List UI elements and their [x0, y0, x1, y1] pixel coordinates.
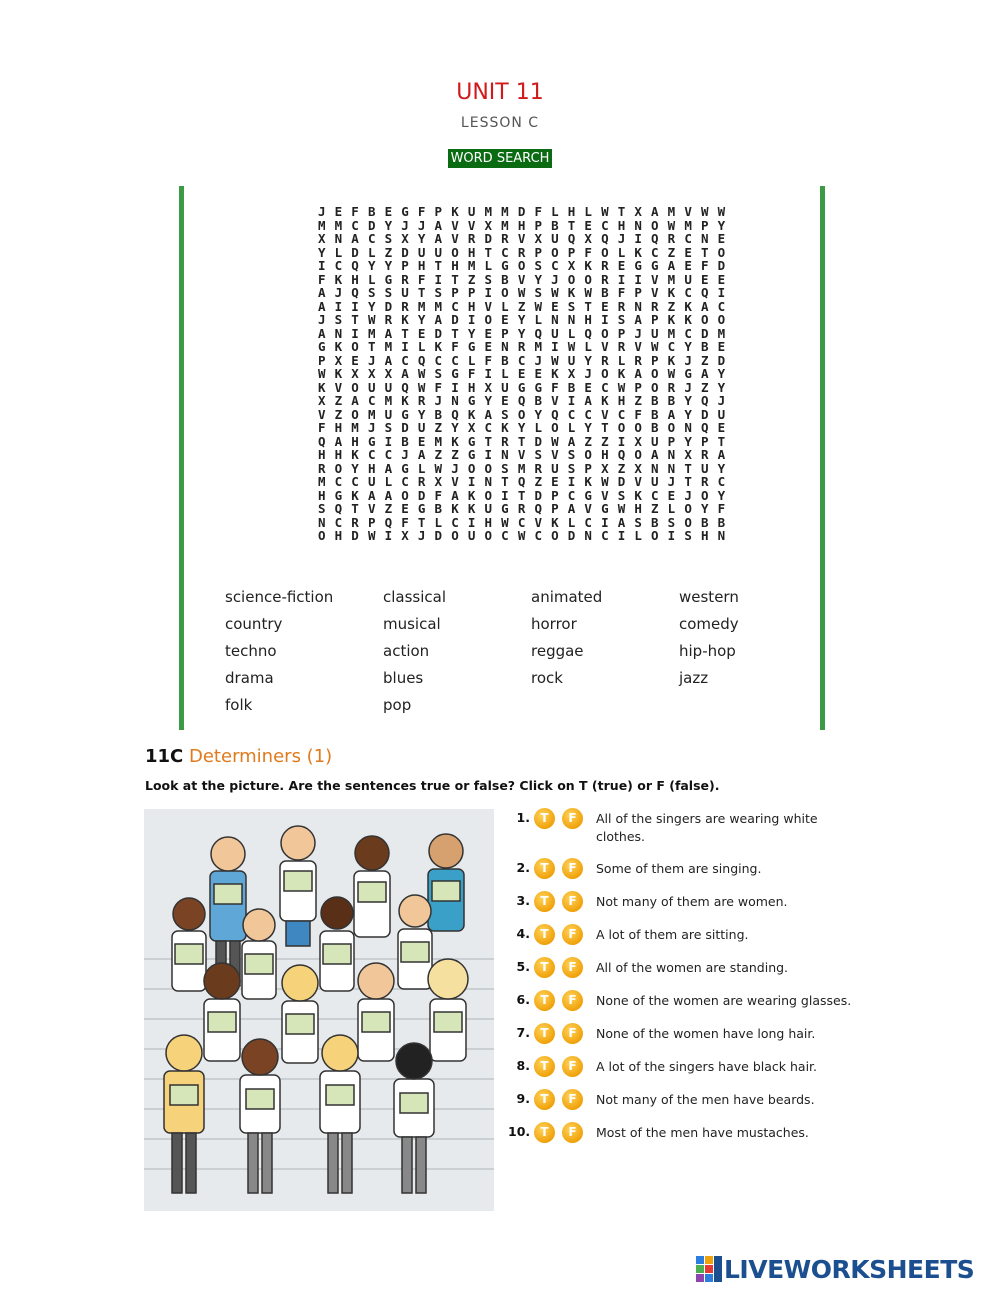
- grid-row[interactable]: X N A C S X Y A V R D R V X U Q X Q J I Q R C N E: [318, 231, 726, 246]
- word-list-item: comedy: [679, 615, 739, 633]
- word-list-item: reggae: [531, 642, 584, 660]
- word-search-label: WORD SEARCH: [448, 149, 553, 168]
- grid-row[interactable]: W K X X X A W S G F I L E E K X J O K A O W G A Y: [318, 366, 726, 381]
- singer-figure: [172, 898, 206, 991]
- question-text: Some of them are singing.: [596, 861, 762, 876]
- word-list-item: hip-hop: [679, 642, 736, 660]
- false-button[interactable]: F: [562, 1056, 583, 1077]
- true-button[interactable]: T: [534, 1023, 555, 1044]
- question-text: All of the singers are wearing white clothes.: [596, 811, 818, 844]
- word-list-item: horror: [531, 615, 577, 633]
- singer-figure: [428, 959, 468, 1061]
- word-list-item: musical: [383, 615, 441, 633]
- singer-figure: [282, 965, 318, 1063]
- question-text: Not many of the men have beards.: [596, 1092, 815, 1107]
- word-search-label-wrap: [0, 149, 1000, 168]
- grid-row[interactable]: F K H L G R F I T Z S B V Y J O O R I I V M U E E: [318, 271, 726, 287]
- grid-row[interactable]: V Z O M U G Y B Q K A S O Y Q C C V C F B A Y D U: [318, 406, 726, 422]
- question-number: 3.: [516, 893, 530, 908]
- true-button[interactable]: T: [534, 1089, 555, 1110]
- grid-row[interactable]: A J Q S S U T S P P I O W S W K W B F P V K C Q I: [318, 285, 726, 300]
- false-button[interactable]: F: [562, 957, 583, 978]
- footer-brand: [696, 1253, 974, 1285]
- grid-row[interactable]: G K O T M I L K F G E N R M I W L V R V W C Y B E: [318, 339, 726, 354]
- grid-row[interactable]: H G K A A O D F A K O I T D P C G V S K C E J O Y: [318, 487, 726, 503]
- grid-row[interactable]: X Z A C M K R J N G Y E Q B V I A K H Z B B Y Q J: [318, 393, 726, 408]
- word-list-item: science-fiction: [225, 588, 334, 606]
- question-number: 1.: [516, 810, 530, 825]
- false-button[interactable]: F: [562, 1023, 583, 1044]
- grid-row[interactable]: R O Y H A G L W J O O S M R U S P X Z X N N T U Y: [318, 460, 726, 476]
- choir-illustration: [144, 809, 494, 1211]
- true-button[interactable]: T: [534, 1056, 555, 1077]
- question-number: 5.: [516, 959, 530, 974]
- singer-figure: [358, 963, 394, 1061]
- true-button[interactable]: T: [534, 990, 555, 1011]
- question-number: 9.: [516, 1091, 530, 1106]
- question-text: Not many of them are women.: [596, 894, 788, 909]
- word-list-item: rock: [531, 669, 563, 687]
- question-number: 2.: [516, 860, 530, 875]
- false-button[interactable]: F: [562, 808, 583, 829]
- grid-row[interactable]: A N I M A T E D T Y E P Y Q U L Q O P J U M C D M: [318, 325, 726, 341]
- grid-row[interactable]: K V O U U Q W F I H X U G G F B E C W P O R J Z Y: [318, 379, 726, 395]
- grid-row[interactable]: S Q T V Z E G B K K U G R Q P A V G W H Z L O Y F: [318, 501, 726, 516]
- question-text: A lot of the singers have black hair.: [596, 1059, 818, 1074]
- question-number: 6.: [516, 992, 530, 1007]
- false-button[interactable]: F: [562, 891, 583, 912]
- choir-picture: [144, 809, 494, 1211]
- singer-figure: [280, 826, 316, 946]
- word-list-item: techno: [225, 642, 277, 660]
- exercise-heading: [145, 746, 332, 767]
- question-number: 4.: [516, 926, 530, 941]
- true-button[interactable]: T: [534, 858, 555, 879]
- word-list-item: drama: [225, 669, 274, 687]
- grid-row[interactable]: M C C U L C R X V I N T Q Z E I K W D V U J T R C: [318, 474, 726, 489]
- singer-figure: [204, 963, 240, 1061]
- word-list-item: country: [225, 615, 283, 633]
- true-button[interactable]: T: [534, 924, 555, 945]
- question-text: A lot of them are sitting.: [596, 927, 749, 942]
- word-list-item: pop: [383, 696, 412, 714]
- singer-figure: [354, 836, 390, 937]
- grid-row[interactable]: F H M J S D U Z Y X C K Y L O L Y T O O B O N Q E: [318, 420, 726, 435]
- grid-row[interactable]: P X E J A C Q C C L F B C J W U Y R L R P K J Z D: [318, 352, 726, 368]
- exercise-instruction: Look at the picture. Are the sentences true or false? Click on T (true) or F (false).: [145, 778, 720, 793]
- question-number: 7.: [516, 1025, 530, 1040]
- word-list-item: folk: [225, 696, 253, 714]
- singer-figure: [320, 897, 354, 991]
- word-list-item: jazz: [679, 669, 709, 687]
- grid-row[interactable]: M M C D Y J J A V V X M H P B T E C H N O W M P Y: [318, 217, 726, 233]
- true-button[interactable]: T: [534, 808, 555, 829]
- word-list: [225, 588, 785, 717]
- brand-name: LIVEWORKSHEETS: [724, 1254, 975, 1284]
- false-button[interactable]: F: [562, 1122, 583, 1143]
- grid-row[interactable]: O H D W I X J D O U O C W C O D N C I L O I S H N: [318, 528, 726, 543]
- grid-row[interactable]: N C R P Q F T L C I H W C V K L C I A S B S O B B: [318, 514, 726, 530]
- word-list-item: animated: [531, 588, 603, 606]
- letter-grid[interactable]: [318, 205, 726, 543]
- true-button[interactable]: T: [534, 1122, 555, 1143]
- unit-title: UNIT 11: [456, 80, 544, 105]
- lesson-title: LESSON C: [460, 115, 540, 131]
- word-list-item: classical: [383, 588, 447, 606]
- grid-row[interactable]: J S T W R K Y A D I O E Y L N N H I S A P K K O O: [318, 312, 726, 327]
- singer-figure: [428, 834, 464, 931]
- exercise-title: Determiners (1): [189, 746, 333, 767]
- singer-figure: [394, 1043, 434, 1193]
- false-button[interactable]: F: [562, 858, 583, 879]
- grid-row[interactable]: Y L D L Z D U U O H T C R P O P F O L K C Z E T O: [318, 244, 726, 260]
- true-button[interactable]: T: [534, 957, 555, 978]
- false-button[interactable]: F: [562, 1089, 583, 1110]
- question-number: 10.: [508, 1124, 531, 1139]
- question-text: All of the women are standing.: [596, 960, 789, 975]
- grid-row[interactable]: A I I Y D R M M C H V L Z W E S T E R N R Z K A C: [318, 298, 726, 314]
- question-number: 8.: [516, 1058, 530, 1073]
- word-list-item: western: [679, 588, 739, 606]
- true-button[interactable]: T: [534, 891, 555, 912]
- grid-row[interactable]: H H K C C J A Z Z G I N V S V S O H Q O A N X R A: [318, 447, 726, 462]
- exercise-code: 11C: [145, 746, 184, 767]
- word-list-item: action: [383, 642, 430, 660]
- liveworksheets-logo-icon: [696, 1256, 722, 1282]
- singer-figure: [242, 909, 276, 999]
- question-text: None of the women are wearing glasses.: [596, 993, 852, 1008]
- false-button[interactable]: F: [562, 990, 583, 1011]
- word-list-item: blues: [383, 669, 424, 687]
- singer-figure: [398, 895, 432, 989]
- grid-row[interactable]: J E F B E G F P K U M M D F L H L W T X A M V W W: [318, 204, 726, 219]
- grid-row[interactable]: I C Q Y Y P H T H M L G O S C X K R E G G A E F D: [318, 258, 726, 273]
- grid-row[interactable]: Q A H G I B E M K G T R T D W A Z Z I X U P Y P T: [318, 433, 726, 449]
- question-text: Most of the men have mustaches.: [596, 1125, 809, 1140]
- false-button[interactable]: F: [562, 924, 583, 945]
- question-text: None of the women have long hair.: [596, 1026, 816, 1041]
